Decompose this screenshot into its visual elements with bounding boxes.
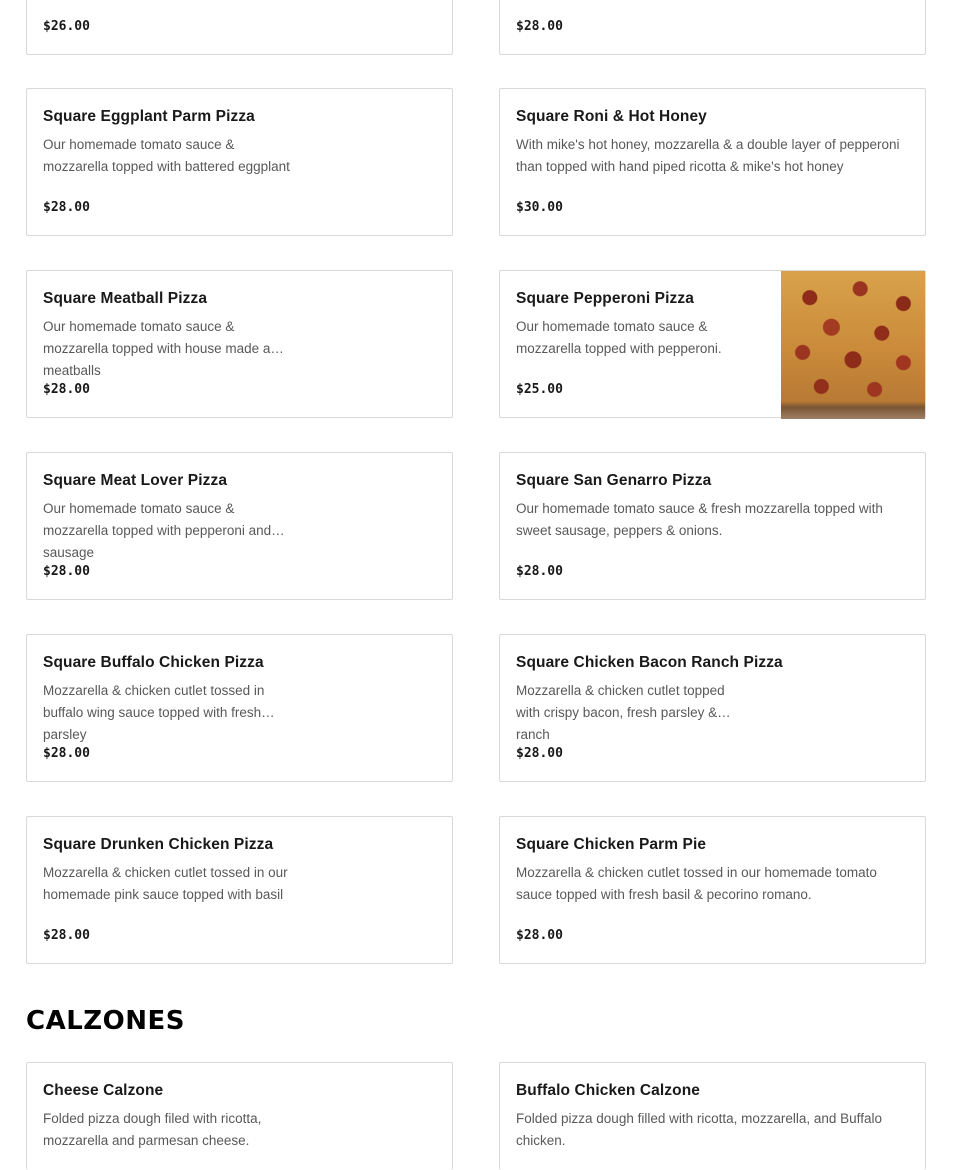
menu-item-title: Buffalo Chicken Calzone: [516, 1082, 701, 1099]
menu-item-description: With mike's hot honey, mozzarella & a double layer of pepperoni than topped with hand piped ricotta & mike's hot honey: [516, 137, 900, 174]
menu-item-card[interactable]: [499, 88, 926, 236]
menu-item-title: Cheese Calzone: [43, 1082, 164, 1099]
menu-item-price: $28.00: [516, 19, 563, 34]
menu-item-card[interactable]: [26, 452, 453, 600]
menu-item-description: Mozzarella & chicken cutlet tossed in our homemade tomato sauce topped with fresh basil & pecorino romano.: [516, 865, 877, 902]
menu-item-card[interactable]: [499, 452, 926, 600]
menu-item-title: Square Buffalo Chicken Pizza: [43, 654, 264, 671]
menu-item-card[interactable]: [26, 816, 453, 964]
menu-item-card[interactable]: [499, 0, 926, 55]
menu-item-price: $28.00: [43, 382, 90, 397]
menu-item-price: $25.00: [516, 382, 563, 397]
menu-item-card[interactable]: [499, 270, 926, 418]
menu-item-description: Our homemade tomato sauce & mozzarella topped with house made a meatballs: [43, 319, 271, 378]
menu-item-card[interactable]: [26, 1062, 453, 1170]
menu-item-title: Square Meat Lover Pizza: [43, 472, 228, 489]
menu-item-card[interactable]: [26, 88, 453, 236]
calzones-section-heading: CALZONES: [26, 1006, 185, 1036]
menu-item-card[interactable]: [26, 270, 453, 418]
menu-item-description: Mozzarella & chicken cutlet topped with crispy bacon, fresh parsley & ranch: [516, 683, 725, 742]
menu-item-title: Square Chicken Parm Pie: [516, 836, 707, 853]
menu-item-price: $28.00: [516, 746, 563, 761]
menu-item-title: Square Drunken Chicken Pizza: [43, 836, 274, 853]
menu-item-description: Mozzarella & chicken cutlet tossed in buffalo wing sauce topped with fresh parsley: [43, 683, 265, 742]
menu-item-title: Square Roni & Hot Honey: [516, 108, 707, 125]
menu-item-price: $28.00: [516, 928, 563, 943]
menu-item-description: Mozzarella & chicken cutlet tossed in our homemade pink sauce topped with basil: [43, 865, 288, 902]
menu-item-card[interactable]: [499, 634, 926, 782]
menu-item-price: $28.00: [43, 564, 90, 579]
menu-item-price: $28.00: [516, 564, 563, 579]
menu-item-description: Our homemade tomato sauce & mozzarella topped with pepperoni and sausage: [43, 501, 272, 560]
menu-item-price: $28.00: [43, 928, 90, 943]
menu-item-title: Square Eggplant Parm Pizza: [43, 108, 255, 125]
menu-item-card[interactable]: [26, 0, 453, 55]
menu-item-price: $26.00: [43, 19, 90, 34]
menu-item-price: $30.00: [516, 200, 563, 215]
pepperoni-pizza-image: [781, 271, 925, 419]
menu-item-title: Square Chicken Bacon Ranch Pizza: [516, 654, 783, 671]
menu-item-title: Square San Genarro Pizza: [516, 472, 712, 489]
menu-item-card[interactable]: [26, 634, 453, 782]
menu-item-description: Our homemade tomato sauce & fresh mozzarella topped with sweet sausage, peppers & onions.: [516, 501, 883, 538]
menu-item-title: Square Meatball Pizza: [43, 290, 208, 307]
menu-item-card[interactable]: [499, 1062, 926, 1170]
menu-item-title: Square Pepperoni Pizza: [516, 290, 694, 307]
menu-item-description: Folded pizza dough filled with ricotta, mozzarella, and Buffalo chicken.: [516, 1111, 882, 1148]
menu-item-description: Folded pizza dough filed with ricotta, mozzarella and parmesan cheese.: [43, 1111, 262, 1148]
menu-item-description: Our homemade tomato sauce & mozzarella topped with battered eggplant: [43, 137, 290, 174]
menu-item-price: $28.00: [43, 200, 90, 215]
menu-item-price: $28.00: [43, 746, 90, 761]
menu-item-description: Our homemade tomato sauce & mozzarella topped with pepperoni.: [516, 319, 722, 356]
menu-item-card[interactable]: [499, 816, 926, 964]
